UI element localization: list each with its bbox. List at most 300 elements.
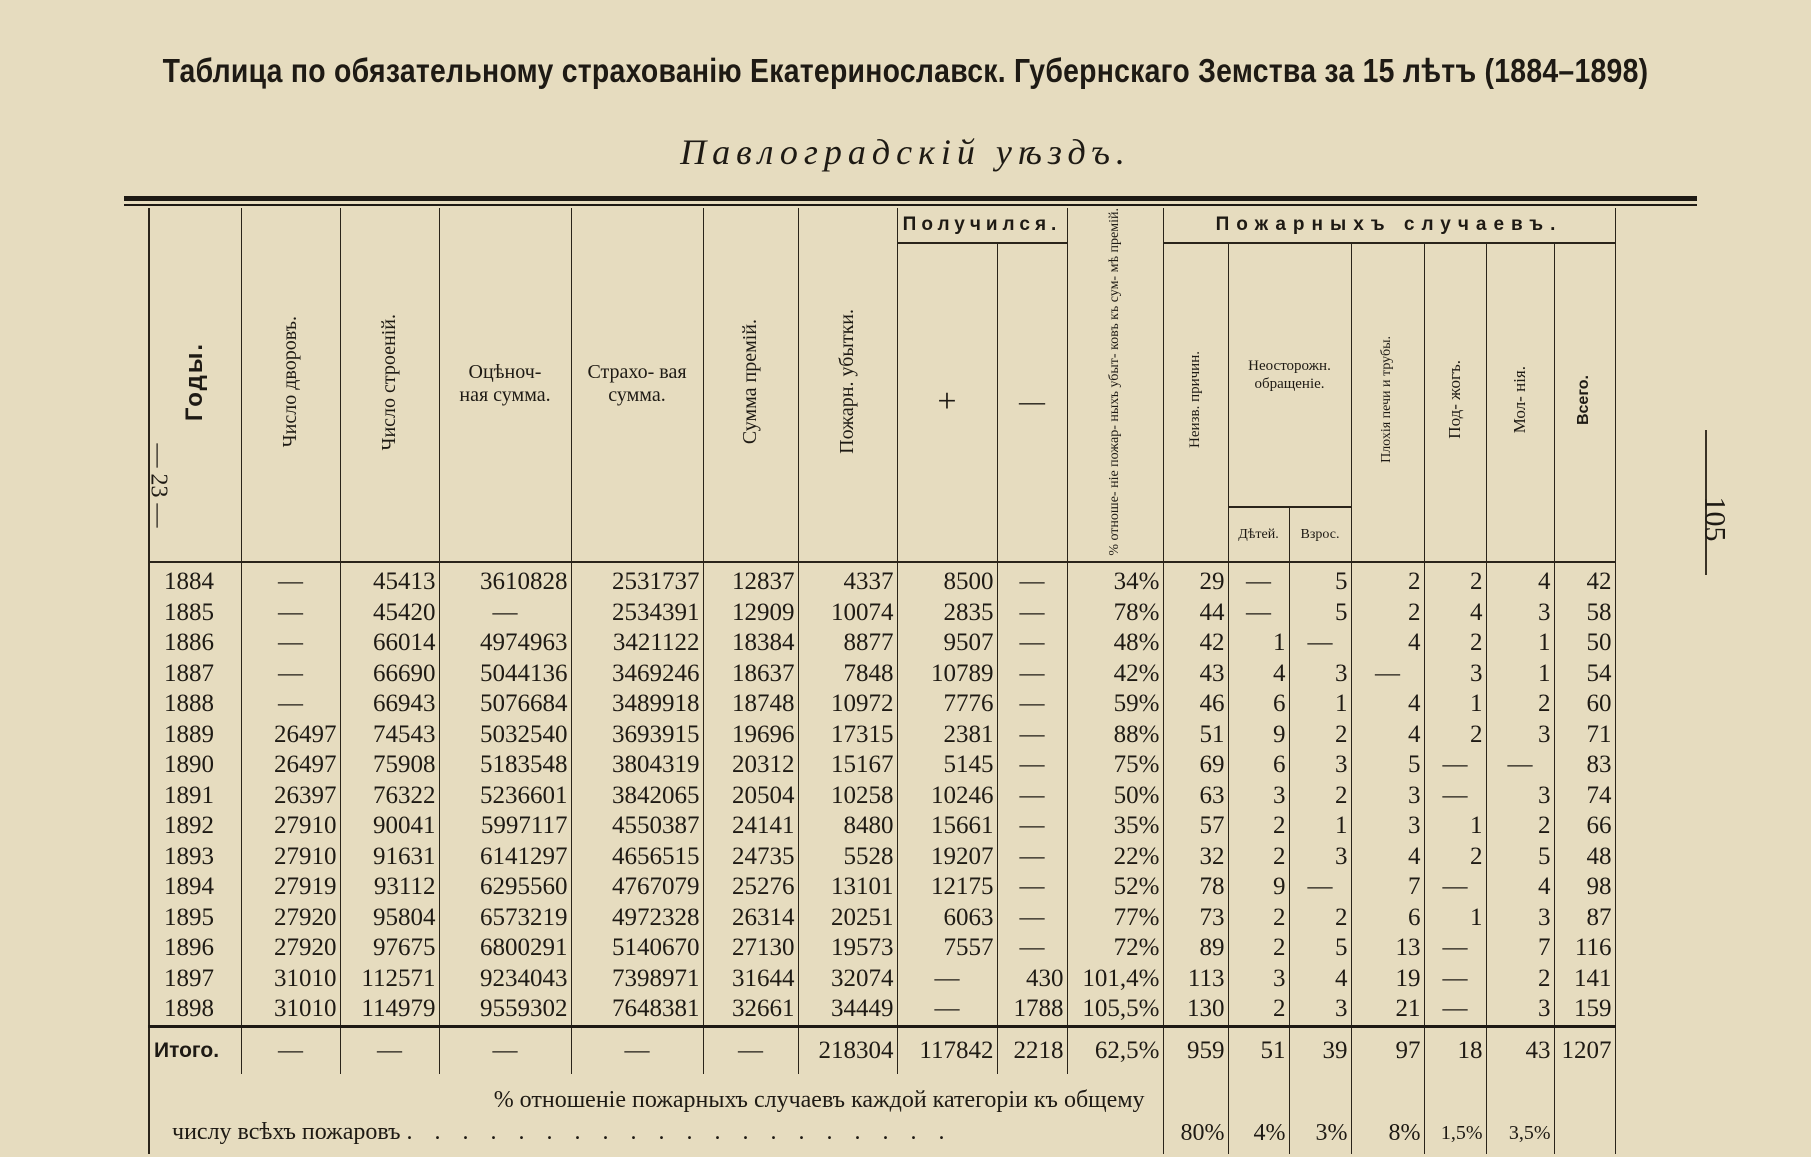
cell-total: 159	[1554, 994, 1615, 1026]
total-arson: 18	[1424, 1026, 1486, 1074]
cell-lightning: 3	[1486, 781, 1554, 812]
top-thick-rule	[124, 196, 1697, 201]
cell-premiums: 18384	[703, 628, 798, 659]
cell-adults: 3	[1289, 842, 1351, 873]
total-total: 1207	[1554, 1026, 1615, 1074]
table-row	[149, 750, 1615, 781]
header-stoves: Плохія печи и трубы.	[1351, 243, 1424, 562]
cell-arson: 3	[1424, 659, 1486, 690]
percent-lightning: 3,5%	[1486, 1074, 1554, 1154]
cell-premiums: 20312	[703, 750, 798, 781]
cell-buildings: 91631	[340, 842, 439, 873]
header-lightning: Мол- нія.	[1486, 243, 1554, 562]
cell-buildings: 75908	[340, 750, 439, 781]
cell-stoves: 5	[1351, 750, 1424, 781]
page-subtitle: Павлоградскій уѣздъ.	[680, 132, 1131, 172]
leader-dots: . . . . . . . . . . . . . . . . . . . .	[406, 1118, 953, 1145]
insurance-table	[148, 208, 1616, 1154]
cell-valuation: 5997117	[439, 811, 571, 842]
cell-plus: 10246	[897, 781, 997, 812]
cell-plus: 8500	[897, 562, 997, 598]
cell-buildings: 66690	[340, 659, 439, 690]
cell-households: 31010	[241, 994, 340, 1026]
cell-arson: 1	[1424, 811, 1486, 842]
cell-total: 58	[1554, 598, 1615, 629]
table-row	[149, 720, 1615, 751]
cell-premiums: 27130	[703, 933, 798, 964]
cell-unknown: 29	[1163, 562, 1228, 598]
cell-total: 83	[1554, 750, 1615, 781]
cell-plus: 7776	[897, 689, 997, 720]
cell-valuation: 5032540	[439, 720, 571, 751]
cell-children: 2	[1228, 933, 1289, 964]
cell-stoves: 4	[1351, 628, 1424, 659]
cell-plus: 6063	[897, 903, 997, 934]
cell-plus: —	[897, 994, 997, 1026]
cell-insured: 3693915	[571, 720, 703, 751]
header-careless: Неосторожн. обращеніе.	[1228, 243, 1351, 507]
cell-plus: 7557	[897, 933, 997, 964]
header-fires-group: Пожарныхъ случаевъ.	[1163, 208, 1615, 243]
cell-total: 66	[1554, 811, 1615, 842]
cell-premiums: 12837	[703, 562, 798, 598]
cell-year: 1892	[149, 811, 241, 842]
cell-insured: 4767079	[571, 872, 703, 903]
cell-unknown: 51	[1163, 720, 1228, 751]
cell-children: 2	[1228, 811, 1289, 842]
cell-adults: 2	[1289, 781, 1351, 812]
cell-premiums: 31644	[703, 964, 798, 995]
cell-year: 1885	[149, 598, 241, 629]
cell-lightning: 3	[1486, 720, 1554, 751]
cell-losses: 32074	[798, 964, 897, 995]
cell-total: 87	[1554, 903, 1615, 934]
table-row	[149, 842, 1615, 873]
cell-losses: 17315	[798, 720, 897, 751]
cell-ratio: 50%	[1067, 781, 1163, 812]
page-number-right: 105	[1698, 496, 1732, 542]
header-arson: Под- жогъ.	[1424, 243, 1486, 562]
cell-valuation: 4974963	[439, 628, 571, 659]
total-unknown: 959	[1163, 1026, 1228, 1074]
cell-unknown: 57	[1163, 811, 1228, 842]
cell-ratio: 77%	[1067, 903, 1163, 934]
cell-adults: 2	[1289, 720, 1351, 751]
percent-label-line1: % отношеніе пожарныхъ случаевъ каждой категоріи къ общему	[493, 1086, 1145, 1113]
cell-arson: —	[1424, 872, 1486, 903]
cell-minus: —	[997, 562, 1067, 598]
header-children: Дѣтей.	[1228, 507, 1289, 561]
total-stoves: 97	[1351, 1026, 1424, 1074]
cell-ratio: 59%	[1067, 689, 1163, 720]
cell-households: —	[241, 598, 340, 629]
cell-insured: 3421122	[571, 628, 703, 659]
cell-losses: 4337	[798, 562, 897, 598]
cell-households: 27920	[241, 933, 340, 964]
cell-unknown: 73	[1163, 903, 1228, 934]
cell-households: 26497	[241, 720, 340, 751]
cell-year: 1891	[149, 781, 241, 812]
cell-adults: 1	[1289, 689, 1351, 720]
cell-total: 116	[1554, 933, 1615, 964]
header-total: Всего.	[1554, 243, 1615, 562]
cell-lightning: 3	[1486, 994, 1554, 1026]
cell-valuation: 5236601	[439, 781, 571, 812]
cell-children: —	[1228, 598, 1289, 629]
cell-arson: 2	[1424, 842, 1486, 873]
cell-stoves: 2	[1351, 562, 1424, 598]
cell-adults: —	[1289, 872, 1351, 903]
header-households: Число дворовъ.	[241, 208, 340, 562]
cell-year: 1895	[149, 903, 241, 934]
cell-minus: —	[997, 598, 1067, 629]
table-row	[149, 659, 1615, 690]
cell-households: 26497	[241, 750, 340, 781]
cell-stoves: 2	[1351, 598, 1424, 629]
cell-insured: 3804319	[571, 750, 703, 781]
cell-lightning: 2	[1486, 689, 1554, 720]
cell-buildings: 66943	[340, 689, 439, 720]
cell-buildings: 95804	[340, 903, 439, 934]
cell-stoves: 4	[1351, 720, 1424, 751]
cell-losses: 5528	[798, 842, 897, 873]
total-buildings: —	[340, 1026, 439, 1074]
cell-premiums: 12909	[703, 598, 798, 629]
cell-valuation: 9559302	[439, 994, 571, 1026]
cell-premiums: 24141	[703, 811, 798, 842]
cell-minus: —	[997, 933, 1067, 964]
cell-unknown: 69	[1163, 750, 1228, 781]
header-insured: Страхо- вая сумма.	[571, 208, 703, 562]
cell-children: 2	[1228, 903, 1289, 934]
cell-ratio: 42%	[1067, 659, 1163, 690]
cell-valuation: 6573219	[439, 903, 571, 934]
cell-buildings: 93112	[340, 872, 439, 903]
cell-ratio: 35%	[1067, 811, 1163, 842]
cell-year: 1889	[149, 720, 241, 751]
header-minus: —	[997, 243, 1067, 562]
cell-premiums: 18748	[703, 689, 798, 720]
cell-valuation: 6295560	[439, 872, 571, 903]
cell-ratio: 101,4%	[1067, 964, 1163, 995]
cell-households: —	[241, 689, 340, 720]
cell-unknown: 113	[1163, 964, 1228, 995]
header-buildings: Число строеній.	[340, 208, 439, 562]
cell-losses: 8480	[798, 811, 897, 842]
cell-plus: 5145	[897, 750, 997, 781]
cell-arson: 2	[1424, 720, 1486, 751]
cell-stoves: 4	[1351, 842, 1424, 873]
cell-year: 1887	[149, 659, 241, 690]
cell-arson: —	[1424, 750, 1486, 781]
header-losses: Пожарн. убытки.	[798, 208, 897, 562]
cell-minus: —	[997, 811, 1067, 842]
cell-total: 74	[1554, 781, 1615, 812]
cell-buildings: 74543	[340, 720, 439, 751]
cell-minus: 1788	[997, 994, 1067, 1026]
header-premiums: Сумма премій.	[703, 208, 798, 562]
cell-lightning: 4	[1486, 562, 1554, 598]
cell-insured: 3489918	[571, 689, 703, 720]
cell-households: —	[241, 628, 340, 659]
cell-children: 3	[1228, 781, 1289, 812]
cell-plus: 10789	[897, 659, 997, 690]
cell-stoves: 21	[1351, 994, 1424, 1026]
cell-lightning: 1	[1486, 659, 1554, 690]
total-children: 51	[1228, 1026, 1289, 1074]
cell-minus: —	[997, 842, 1067, 873]
cell-children: —	[1228, 562, 1289, 598]
percent-children: 4%	[1228, 1074, 1289, 1154]
cell-year: 1886	[149, 628, 241, 659]
cell-premiums: 20504	[703, 781, 798, 812]
cell-losses: 19573	[798, 933, 897, 964]
cell-plus: —	[897, 964, 997, 995]
cell-households: —	[241, 562, 340, 598]
total-insured: —	[571, 1026, 703, 1074]
cell-adults: —	[1289, 628, 1351, 659]
cell-losses: 15167	[798, 750, 897, 781]
cell-insured: 3842065	[571, 781, 703, 812]
cell-premiums: 25276	[703, 872, 798, 903]
cell-adults: 5	[1289, 933, 1351, 964]
cell-ratio: 48%	[1067, 628, 1163, 659]
cell-year: 1888	[149, 689, 241, 720]
cell-valuation: 6800291	[439, 933, 571, 964]
cell-stoves: 3	[1351, 811, 1424, 842]
percent-row	[149, 1074, 1615, 1154]
cell-adults: 3	[1289, 994, 1351, 1026]
cell-total: 71	[1554, 720, 1615, 751]
total-premiums: —	[703, 1026, 798, 1074]
cell-minus: —	[997, 750, 1067, 781]
cell-unknown: 44	[1163, 598, 1228, 629]
cell-losses: 10074	[798, 598, 897, 629]
cell-households: 27910	[241, 842, 340, 873]
cell-plus: 2381	[897, 720, 997, 751]
cell-premiums: 32661	[703, 994, 798, 1026]
cell-total: 141	[1554, 964, 1615, 995]
cell-lightning: 5	[1486, 842, 1554, 873]
cell-lightning: 7	[1486, 933, 1554, 964]
cell-unknown: 32	[1163, 842, 1228, 873]
table-row	[149, 562, 1615, 598]
table-row	[149, 598, 1615, 629]
cell-lightning: 2	[1486, 811, 1554, 842]
cell-valuation: 5076684	[439, 689, 571, 720]
cell-ratio: 34%	[1067, 562, 1163, 598]
cell-insured: 7398971	[571, 964, 703, 995]
cell-households: 27920	[241, 903, 340, 934]
cell-year: 1898	[149, 994, 241, 1026]
cell-valuation: 9234043	[439, 964, 571, 995]
cell-adults: 2	[1289, 903, 1351, 934]
cell-children: 9	[1228, 872, 1289, 903]
cell-arson: 1	[1424, 903, 1486, 934]
cell-total: 48	[1554, 842, 1615, 873]
table-row	[149, 903, 1615, 934]
cell-insured: 5140670	[571, 933, 703, 964]
percent-adults: 3%	[1289, 1074, 1351, 1154]
cell-households: 31010	[241, 964, 340, 995]
cell-year: 1893	[149, 842, 241, 873]
cell-buildings: 66014	[340, 628, 439, 659]
table-row	[149, 872, 1615, 903]
cell-premiums: 26314	[703, 903, 798, 934]
cell-children: 2	[1228, 994, 1289, 1026]
cell-losses: 7848	[798, 659, 897, 690]
cell-unknown: 43	[1163, 659, 1228, 690]
cell-ratio: 52%	[1067, 872, 1163, 903]
cell-arson: 4	[1424, 598, 1486, 629]
cell-losses: 8877	[798, 628, 897, 659]
cell-year: 1897	[149, 964, 241, 995]
cell-minus: —	[997, 689, 1067, 720]
cell-stoves: 19	[1351, 964, 1424, 995]
cell-adults: 5	[1289, 562, 1351, 598]
cell-arson: —	[1424, 781, 1486, 812]
cell-households: —	[241, 659, 340, 690]
cell-stoves: 3	[1351, 781, 1424, 812]
cell-plus: 2835	[897, 598, 997, 629]
cell-plus: 15661	[897, 811, 997, 842]
cell-minus: —	[997, 872, 1067, 903]
cell-total: 50	[1554, 628, 1615, 659]
table-row	[149, 964, 1615, 995]
cell-adults: 4	[1289, 964, 1351, 995]
cell-plus: 19207	[897, 842, 997, 873]
cell-adults: 5	[1289, 598, 1351, 629]
cell-buildings: 97675	[340, 933, 439, 964]
total-plus: 117842	[897, 1026, 997, 1074]
cell-losses: 34449	[798, 994, 897, 1026]
total-losses: 218304	[798, 1026, 897, 1074]
cell-minus: 430	[997, 964, 1067, 995]
cell-valuation: 5044136	[439, 659, 571, 690]
cell-children: 6	[1228, 689, 1289, 720]
cell-arson: 2	[1424, 562, 1486, 598]
cell-children: 3	[1228, 964, 1289, 995]
cell-lightning: 3	[1486, 598, 1554, 629]
cell-arson: —	[1424, 933, 1486, 964]
cell-unknown: 46	[1163, 689, 1228, 720]
percent-stoves: 8%	[1351, 1074, 1424, 1154]
header-plus: +	[897, 243, 997, 562]
cell-valuation: 3610828	[439, 562, 571, 598]
cell-stoves: 13	[1351, 933, 1424, 964]
cell-valuation: 6141297	[439, 842, 571, 873]
cell-stoves: —	[1351, 659, 1424, 690]
total-label: Итого.	[149, 1026, 241, 1074]
cell-total: 42	[1554, 562, 1615, 598]
cell-losses: 13101	[798, 872, 897, 903]
total-lightning: 43	[1486, 1026, 1554, 1074]
cell-unknown: 42	[1163, 628, 1228, 659]
cell-buildings: 112571	[340, 964, 439, 995]
percent-arson: 1,5%	[1424, 1074, 1486, 1154]
cell-arson: —	[1424, 994, 1486, 1026]
cell-children: 9	[1228, 720, 1289, 751]
cell-premiums: 19696	[703, 720, 798, 751]
cell-buildings: 45420	[340, 598, 439, 629]
cell-insured: 4972328	[571, 903, 703, 934]
cell-children: 4	[1228, 659, 1289, 690]
cell-buildings: 90041	[340, 811, 439, 842]
cell-insured: 7648381	[571, 994, 703, 1026]
table-row	[149, 689, 1615, 720]
cell-ratio: 72%	[1067, 933, 1163, 964]
cell-insured: 2531737	[571, 562, 703, 598]
cell-lightning: 1	[1486, 628, 1554, 659]
percent-total	[1554, 1074, 1615, 1154]
total-adults: 39	[1289, 1026, 1351, 1074]
cell-adults: 1	[1289, 811, 1351, 842]
insurance-table-wrapper	[148, 208, 1616, 1154]
total-minus: 2218	[997, 1026, 1067, 1074]
cell-children: 6	[1228, 750, 1289, 781]
table-row	[149, 811, 1615, 842]
cell-lightning: 4	[1486, 872, 1554, 903]
cell-minus: —	[997, 628, 1067, 659]
cell-losses: 20251	[798, 903, 897, 934]
page-number-left: — 23 —	[145, 443, 172, 528]
cell-households: 27919	[241, 872, 340, 903]
cell-arson: —	[1424, 964, 1486, 995]
cell-households: 27910	[241, 811, 340, 842]
top-thin-rule	[124, 204, 1697, 206]
cell-year: 1890	[149, 750, 241, 781]
cell-minus: —	[997, 720, 1067, 751]
cell-children: 1	[1228, 628, 1289, 659]
cell-losses: 10258	[798, 781, 897, 812]
cell-unknown: 78	[1163, 872, 1228, 903]
cell-minus: —	[997, 781, 1067, 812]
cell-adults: 3	[1289, 659, 1351, 690]
table-row	[149, 994, 1615, 1026]
cell-premiums: 24735	[703, 842, 798, 873]
cell-ratio: 22%	[1067, 842, 1163, 873]
percent-label-line2-wrap	[150, 1116, 1163, 1148]
total-valuation: —	[439, 1026, 571, 1074]
header-ratio: % отноше- ніе пожар- ныхъ убыт- ковъ къ сум- мѣ премій.	[1067, 208, 1163, 562]
cell-lightning: 2	[1486, 964, 1554, 995]
cell-total: 60	[1554, 689, 1615, 720]
cell-buildings: 114979	[340, 994, 439, 1026]
cell-ratio: 75%	[1067, 750, 1163, 781]
cell-unknown: 89	[1163, 933, 1228, 964]
cell-total: 98	[1554, 872, 1615, 903]
cell-minus: —	[997, 659, 1067, 690]
page-title: Таблица по обязательному страхованію Екатеринославск. Губернскаго Земства за 15 лѣтъ (1884–1898)	[162, 52, 1649, 89]
cell-children: 2	[1228, 842, 1289, 873]
percent-label-line2: числу всѣхъ пожаровъ	[172, 1118, 401, 1145]
table-row	[149, 781, 1615, 812]
header-unknown: Неизв. причин.	[1163, 243, 1228, 562]
header-valuation: Оцѣноч- ная сумма.	[439, 208, 571, 562]
cell-buildings: 76322	[340, 781, 439, 812]
cell-stoves: 6	[1351, 903, 1424, 934]
header-adults: Взрос.	[1289, 507, 1351, 561]
cell-ratio: 88%	[1067, 720, 1163, 751]
cell-ratio: 78%	[1067, 598, 1163, 629]
cell-year: 1896	[149, 933, 241, 964]
cell-insured: 3469246	[571, 659, 703, 690]
cell-unknown: 130	[1163, 994, 1228, 1026]
cell-ratio: 105,5%	[1067, 994, 1163, 1026]
total-households: —	[241, 1026, 340, 1074]
cell-unknown: 63	[1163, 781, 1228, 812]
cell-plus: 9507	[897, 628, 997, 659]
